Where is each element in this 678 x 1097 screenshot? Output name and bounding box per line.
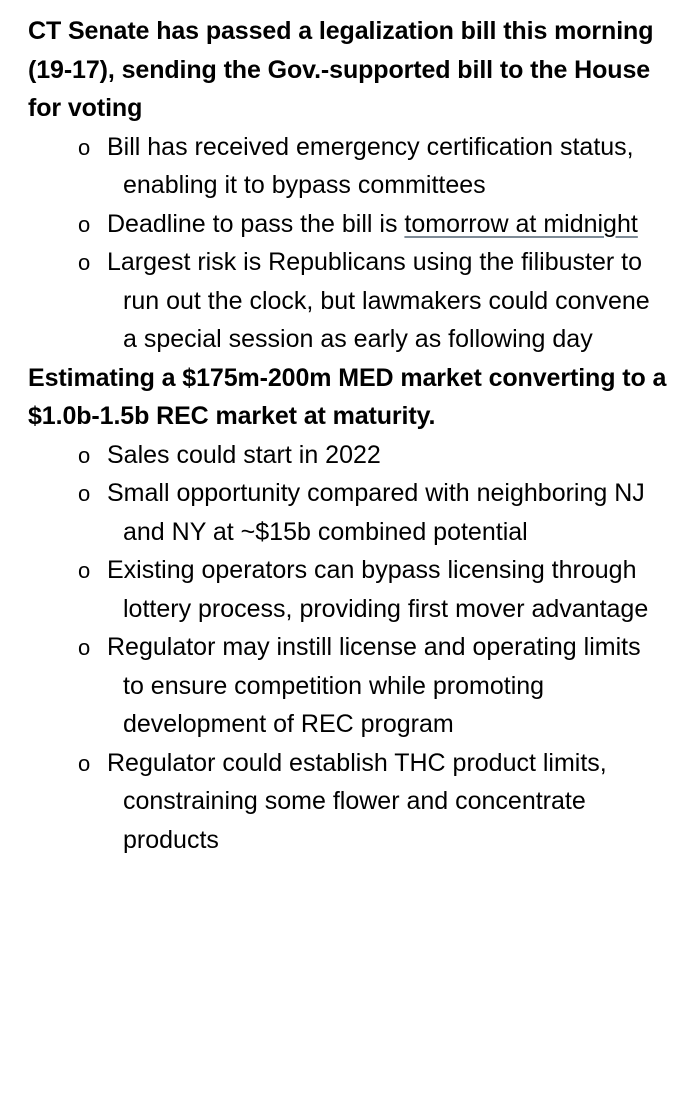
- hollow-bullet-icon: o: [78, 134, 91, 160]
- list-item: [28, 243, 668, 359]
- list-item: [28, 744, 668, 860]
- underlined-deadline-text: tomorrow at midnight: [404, 209, 638, 238]
- bullet-text: Small opportunity compared with neighboring NJ and NY at ~$15b combined potential: [107, 479, 645, 546]
- hollow-bullet-icon: o: [78, 250, 91, 275]
- bullet-text: Deadline to pass the bill is: [107, 209, 405, 238]
- hollow-bullet-icon: o: [78, 442, 91, 468]
- bullet-text: Regulator could establish THC product limits, constraining some flower and concentrate products: [107, 748, 607, 854]
- section-heading-market-estimate: Estimating a $175m-200m MED market converting to a $1.0b-1.5b REC market at maturity.: [28, 363, 667, 430]
- bullet-text: Existing operators can bypass licensing through lottery process, providing first mover advantage: [107, 556, 649, 623]
- bullet-text: Bill has received emergency certification status, enabling it to bypass committees: [107, 132, 634, 199]
- bullet-list-senate-bill: [28, 128, 668, 359]
- list-item: [28, 205, 668, 244]
- bullet-text: Largest risk is Republicans using the filibuster to run out the clock, but lawmakers could convene a special session as early as following day: [107, 248, 650, 353]
- list-item: [28, 474, 668, 551]
- hollow-bullet-icon: o: [78, 635, 91, 660]
- document: [28, 12, 668, 859]
- bullet-text: Regulator may instill license and operating limits to ensure competition while promoting development of REC program: [107, 633, 641, 738]
- hollow-bullet-icon: o: [78, 211, 91, 237]
- list-item: [28, 128, 668, 205]
- section-heading-senate-bill: CT Senate has passed a legalization bill this morning (19-17), sending the Gov.-supported bill to the House for voting: [28, 17, 654, 122]
- hollow-bullet-icon: o: [78, 558, 91, 583]
- bullet-list-market-estimate: [28, 436, 668, 860]
- hollow-bullet-icon: o: [78, 481, 91, 506]
- list-item: [28, 436, 668, 475]
- hollow-bullet-icon: o: [78, 750, 91, 776]
- bullet-text: Sales could start in 2022: [107, 440, 381, 469]
- list-item: [28, 551, 668, 628]
- list-item: [28, 628, 668, 744]
